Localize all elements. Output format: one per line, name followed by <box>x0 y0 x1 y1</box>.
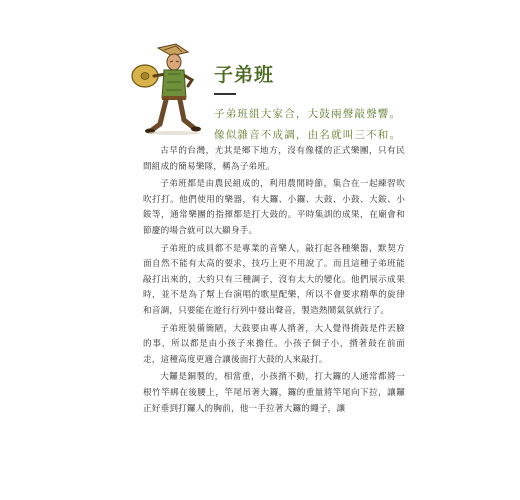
paragraph-4: 子弟班裝備簡陋，大鼓要由專人揹著，大人覺得揹鼓是件丟臉的事，所以都是由小孩子來擔任。小孩子個子小，揹著鼓在前面走，這種高度更適合讓後面打大鼓的人來敲打。 <box>143 323 405 365</box>
cymbal-player-icon <box>128 40 208 136</box>
page-title: 子弟班 <box>214 64 275 86</box>
paragraph-5: 大鑼是銅製的，相當重，小孩揹不動，打大鑼的人通常都將一根竹竿綁在後腰上，竿尾吊著大鑼，鑼的重量將竿尾向下拉，讓鑼正好垂到打鑼人的胸前，他一手拉著大鑼的繩子，讓 <box>143 372 405 414</box>
verse-line-2: 像似雜音不成調，由名就叫三不和。 <box>214 129 402 141</box>
paragraph-2: 子弟班都是由農民組成的，利用農閒時節，集合在一起練習吹吹打打。他們使用的樂器，有大鑼、小鑼、大鼓、小鼓、大鈸、小鈸等，通常樂團的指揮都是打大鼓的。平時集訓的成果，在廟會和節慶的場合就可以大顯身手。 <box>143 179 405 236</box>
article-body <box>143 144 405 419</box>
cymbal-player-illustration <box>128 40 208 136</box>
title-divider <box>214 93 236 95</box>
paragraph-1: 古早的台灣，尤其是鄉下地方，沒有像樣的正式樂團，只有民間組成的簡易樂隊，稱為子弟班。 <box>143 146 405 172</box>
paragraph-3: 子弟班的成員都不是專業的音樂人，敲打起各種樂器，默契方面自然不能有太高的要求，技巧上更不用說了。而且這種子弟班能敲打出來的，大約只有三種調子，沒有太大的變化。他們展示成果時，並不是為了幫上台演唱的歌星配樂，所以不會要求精準的旋律和音調，只要能在遊行行列中發出聲音，製造熱鬧氣氛就行了。 <box>143 243 405 316</box>
verse-line-1: 子弟班組大家合，大鼓兩聲敲聲響。 <box>214 108 402 120</box>
verse-block <box>214 104 401 146</box>
